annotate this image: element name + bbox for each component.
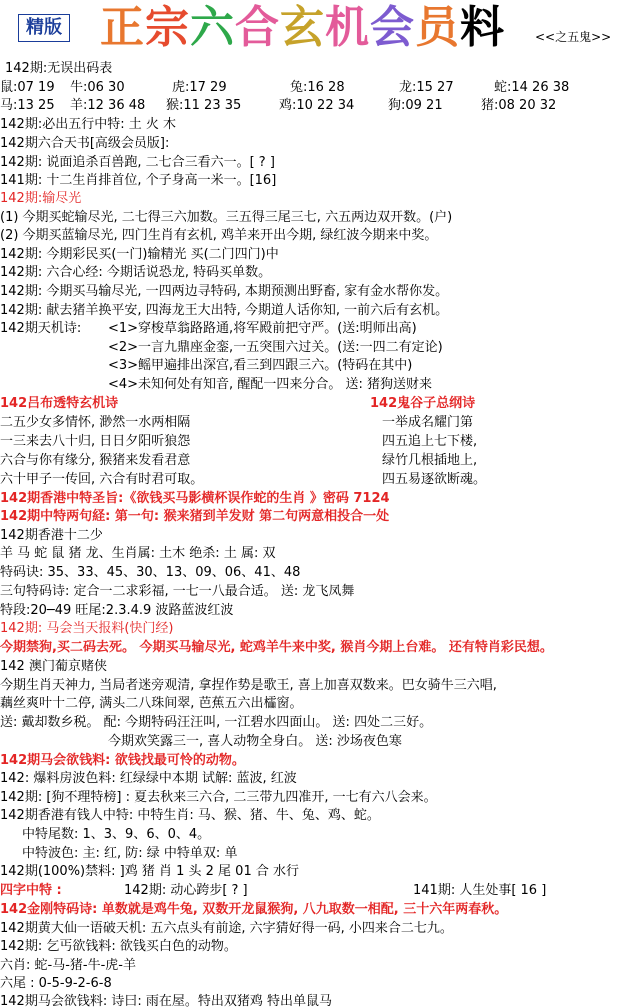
text-segment: 142期: 献去猪羊换平安, 四海龙王大出特, 今期道人话你知, 一前六后有玄机。 — [0, 303, 449, 318]
text-segment: 今期欢笑露三一, 喜人动物全身白。 送: 沙场夜色寒 — [108, 734, 402, 749]
text-line — [0, 993, 633, 1008]
text-segment: 142期香港十二少 — [0, 528, 103, 543]
text-segment: 142期: 六合心经: 今期话说恐龙, 特码买单数。 — [0, 265, 272, 280]
text-segment: 四字中特 : — [0, 883, 62, 898]
text-segment: 四五易逐欲断魂。 — [382, 472, 487, 487]
text-line — [0, 376, 633, 394]
text-segment: 马:13 25 — [0, 98, 55, 113]
title-char: 合 — [235, 2, 280, 53]
text-line — [0, 733, 633, 751]
text-line — [0, 357, 633, 375]
text-segment: 龙:15 27 — [399, 80, 454, 95]
text-line — [0, 339, 633, 357]
text-line — [0, 658, 633, 676]
text-line — [0, 320, 633, 338]
text-segment: 绿竹几根插地上, — [382, 453, 478, 468]
text-line — [0, 920, 633, 938]
text-line — [0, 975, 633, 993]
text-segment: 六十甲子一传回, 六合有时君可取。 — [0, 472, 204, 487]
text-line — [0, 471, 633, 489]
text-segment: 三句特码诗: 定合一二求彩福, 一七一八最合适。 送: 龙飞凤舞 — [0, 584, 355, 599]
text-segment: <1>穿梭草翁路路通,将军殿前把守严。(送:明师出高) — [108, 321, 417, 336]
text-segment: 今期生肖天神力, 当局者迷旁观清, 拿捏作势是歌王, 喜上加喜双数来。巴女骑牛三六唱, — [0, 678, 497, 693]
text-segment: 142期: 今期彩民买(一门)输精光 买(二门四门)中 — [0, 247, 279, 262]
header — [0, 0, 633, 56]
text-segment: 特段:20─49 旺尾:2.3.4.9 波路蓝波红波 — [0, 603, 234, 618]
text-segment: 142期中特两句経: 第一句: 猴来猪到羊发财 第二句两意相投合一处 — [0, 509, 390, 524]
text-segment: <3>鳐甲遍排出深宫,看三到四跟三六。(特码在其中) — [108, 358, 413, 373]
text-line — [0, 60, 633, 78]
text-segment: 藕丝爽叶十二停, 满头二八珠间翠, 芭蕉五六出櫺窗。 — [0, 696, 303, 711]
text-line — [0, 452, 633, 470]
text-segment: 142期:输尽光 — [0, 191, 82, 206]
text-segment: 猪:08 20 32 — [481, 98, 557, 113]
text-segment: 一三来去八十归, 日日夕阳听狼怨 — [0, 434, 191, 449]
text-line — [0, 620, 633, 638]
text-line — [0, 246, 633, 264]
text-segment: 142期黄大仙一语破天机: 五六点头有前途, 六字猜好得一码, 小四来合二七九。 — [0, 921, 453, 936]
text-segment: 狗:09 21 — [388, 98, 443, 113]
text-line — [0, 79, 633, 97]
text-segment: 羊 马 蛇 鼠 猪 龙、生肖属: 土木 绝杀: 土 属: 双 — [0, 546, 276, 561]
text-line — [0, 527, 633, 545]
text-line — [0, 770, 633, 788]
text-segment: 142: 爆料房波色料: 红绿绿中本期 试解: 蓝波, 红波 — [0, 771, 297, 786]
text-segment: 142期:必出五行中特: 土 火 木 — [0, 117, 176, 132]
text-segment: 142期: 今期买马输尽光, 一四两边寻特码, 本期预测出野畜, 家有金水帮你发。 — [0, 284, 449, 299]
text-segment: 虎:17 29 — [172, 80, 227, 95]
text-segment: 鸡:10 22 34 — [279, 98, 355, 113]
text-segment: <2>一言九鼎座金銮,一五突围六过关。(送:一四二有定论) — [108, 340, 443, 355]
text-segment: 142期: 乞丐欲钱料: 欲钱买白色的动物。 — [0, 939, 237, 954]
title-char: 玄 — [280, 2, 325, 53]
text-segment: 142期: 马会当天报料(快门经) — [0, 621, 174, 636]
text-segment: 142期: 说面追杀百兽跑, 二七合三看六一。[ ? ] — [0, 155, 275, 170]
title-char: 会 — [370, 2, 415, 53]
text-segment: 142期(100%)禁料: ]鸡 猪 肖 1 头 2 尾 01 合 水行 — [0, 864, 299, 879]
text-segment: <4>未知何处有知音, 醒配一四来分合。 送: 猪狗送财来 — [108, 377, 432, 392]
text-line — [0, 172, 633, 190]
text-segment: 142金刚特码诗: 单数就是鸡牛兔, 双数开龙鼠猴狗, 八九取数一相配, 三十六年两春秋。 — [0, 902, 508, 917]
text-line — [0, 135, 633, 153]
text-segment: 一举成名耀门第 — [382, 415, 474, 430]
text-line — [0, 602, 633, 620]
author-tag: <<之五鬼>> — [535, 30, 612, 44]
text-segment: 鼠:07 19 — [0, 80, 55, 95]
text-segment: 六尾 : 0-5-9-2-6-8 — [0, 976, 112, 991]
text-line — [0, 154, 633, 172]
title-char: 料 — [460, 2, 505, 53]
text-line — [0, 845, 633, 863]
text-line — [0, 302, 633, 320]
edition-badge: 精版 — [18, 14, 70, 42]
text-segment: 142期香港有钱人中特: 中特生肖: 马、猴、猪、牛、兔、鸡、蛇。 — [0, 808, 380, 823]
text-segment: 142 澳门葡京赌侠 — [0, 659, 107, 674]
text-line — [0, 901, 633, 919]
title-char: 六 — [190, 2, 235, 53]
text-line — [0, 395, 633, 413]
text-line — [0, 97, 633, 115]
text-line — [0, 564, 633, 582]
text-line — [0, 957, 633, 975]
text-line — [0, 209, 633, 227]
text-line — [0, 545, 633, 563]
text-line — [0, 433, 633, 451]
text-segment: 六肖: 蛇-马-猪-牛-虎-羊 — [0, 958, 136, 973]
text-segment: 送: 戴却数乡税。 配: 今期特码汪汪叫, 一江碧水四面山。 送: 四处二三好。 — [0, 715, 433, 730]
text-segment: 142鬼谷子总纲诗 — [370, 396, 476, 411]
text-segment: 牛:06 30 — [70, 80, 125, 95]
title-char: 正 — [100, 2, 145, 53]
title-char: 宗 — [145, 2, 190, 53]
text-line — [0, 882, 633, 900]
text-line — [0, 227, 633, 245]
text-segment: 六合与你有缘分, 猴猪来发看君意 — [0, 453, 191, 468]
text-line — [0, 190, 633, 208]
text-segment: 蛇:14 26 38 — [494, 80, 570, 95]
text-line — [0, 863, 633, 881]
title-char: 机 — [325, 2, 370, 53]
text-line — [0, 116, 633, 134]
text-segment: 142吕布透特玄机诗 — [0, 396, 119, 411]
text-line — [0, 508, 633, 526]
text-segment: 142期香港中特圣旨:《欲钱买马影横杯误作蛇的生肖 》密码 7124 — [0, 491, 390, 506]
text-segment: 中特尾数: 1、3、9、6、0、4。 — [22, 827, 211, 842]
text-segment: 兔:16 28 — [290, 80, 345, 95]
page-title — [100, 2, 520, 54]
text-line — [0, 826, 633, 844]
text-line — [0, 714, 633, 732]
text-segment: 今期禁狗,买二码去死。 今期买马输尽光, 蛇鸡羊牛来中奖, 猴肖今期上台难。 还有特肖彩民想。 — [0, 640, 553, 655]
text-line — [0, 264, 633, 282]
text-segment: 二五少女多情怀, 渺然一水两相隔 — [0, 415, 191, 430]
text-segment: 142期马会欲钱料: 诗曰: 雨在屋。特出双猪鸡 特出单鼠马 — [0, 994, 332, 1008]
text-segment: 142期: [狗不理特榜] : 夏去秋来三六合, 二三带九四准开, 一七有六八会来。 — [0, 790, 437, 805]
text-line — [0, 583, 633, 601]
text-line — [0, 490, 633, 508]
text-line — [0, 677, 633, 695]
text-segment: (2) 今期买蓝输尽光, 四门生肖有玄机, 鸡羊来开出今期, 绿红波今期来中奖。 — [0, 228, 438, 243]
text-segment: 猴:11 23 35 — [166, 98, 242, 113]
text-segment: 141期: 人生处事[ 16 ] — [413, 883, 547, 898]
text-segment: 中特波色: 主: 红, 防: 绿 中特单双: 单 — [22, 846, 238, 861]
text-line — [0, 414, 633, 432]
title-char: 员 — [415, 2, 460, 53]
text-segment: 142期六合天书[高级会员版]: — [0, 136, 170, 151]
text-segment: 141期: 十二生肖排首位, 个子身高一米一。[16] — [0, 173, 277, 188]
text-line — [0, 938, 633, 956]
text-segment: 羊:12 36 48 — [70, 98, 146, 113]
text-line — [0, 639, 633, 657]
text-line — [0, 283, 633, 301]
text-segment: 特码诀: 35、33、45、30、13、09、06、41、48 — [0, 565, 301, 580]
text-line — [0, 752, 633, 770]
text-line — [0, 807, 633, 825]
text-segment: 四五追上七下楼, — [382, 434, 478, 449]
text-segment: (1) 今期买蛇输尽光, 二七得三六加数。三五得三尾三七, 六五两边双开数。(户) — [0, 210, 453, 225]
text-segment: 142期: 动心跨步[ ? ] — [124, 883, 248, 898]
text-line — [0, 695, 633, 713]
text-segment: 142期马会欲钱料: 欲钱找最可怜的动物。 — [0, 753, 245, 768]
text-segment: 142期:无误出码表 — [5, 61, 113, 76]
text-segment: 142期天机诗: — [0, 321, 82, 336]
text-line — [0, 789, 633, 807]
